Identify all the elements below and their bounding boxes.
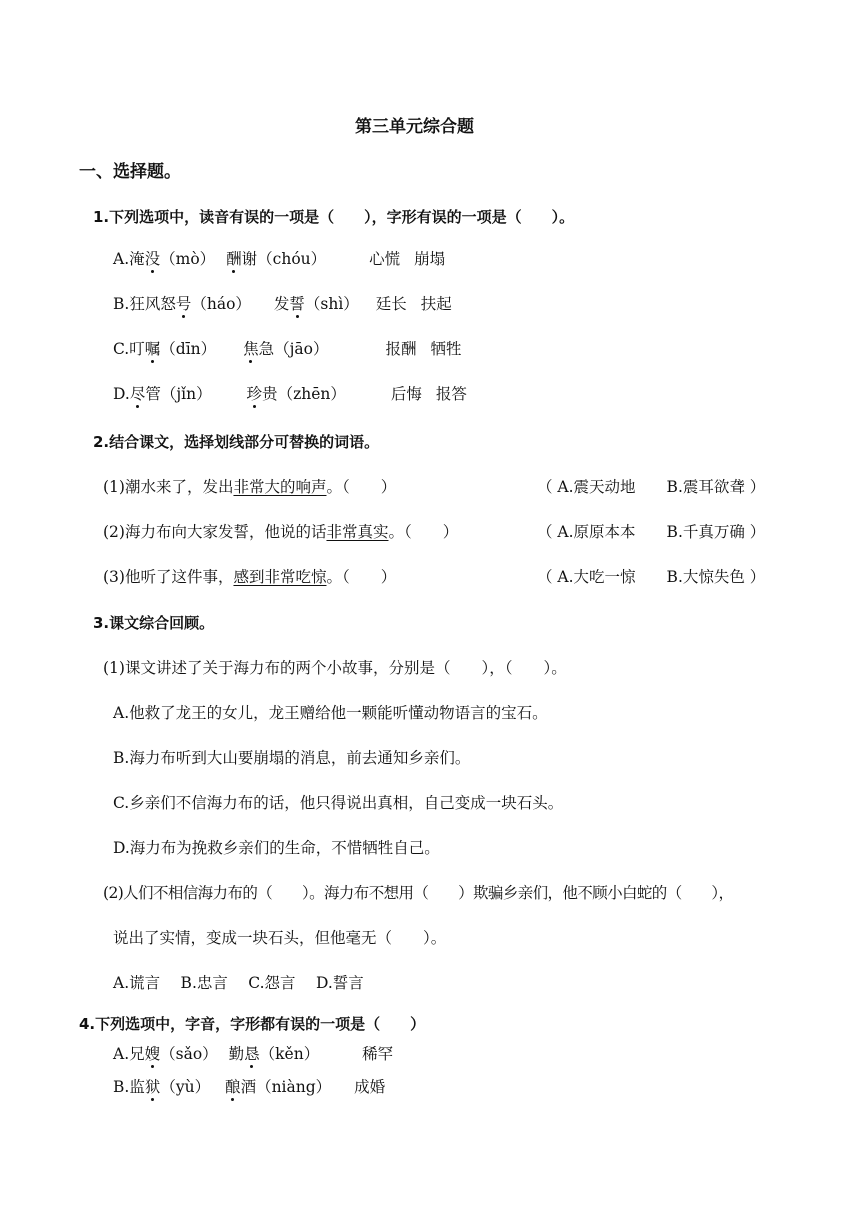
q3-option-b: B.海力布听到大山要崩塌的消息，前去通知乡亲们。 xyxy=(113,749,471,767)
word-text: 报答 xyxy=(435,385,467,403)
pinyin: （shì） xyxy=(304,295,359,313)
word-text: 后悔 xyxy=(390,385,422,403)
pinyin: （zhēn） xyxy=(277,385,346,403)
answer-blank: 。（ ） xyxy=(388,523,459,541)
word-text: 稀罕 xyxy=(362,1045,394,1063)
dotted-char: 恳 xyxy=(244,1045,260,1063)
dotted-char: 焦 xyxy=(243,340,259,358)
word-text: 淹 xyxy=(129,250,145,268)
pinyin: （niàng） xyxy=(256,1078,332,1096)
q3-option-d: D.海力布为挽救乡亲们的生命，不惜牺牲自己。 xyxy=(113,839,440,857)
option-letter: B. xyxy=(113,1078,130,1096)
pinyin: （sǎo） xyxy=(160,1045,218,1063)
underlined-phrase: 非常大的响声 xyxy=(233,478,327,496)
pinyin: （jǐn） xyxy=(160,385,212,403)
q2-item-2 xyxy=(103,521,458,543)
dotted-char: 狱 xyxy=(144,1078,161,1096)
word-text: 牺牲 xyxy=(430,340,462,358)
option-letter: A. xyxy=(113,1045,130,1063)
page-title: 第三单元综合题 xyxy=(355,117,474,137)
word-text: 扶起 xyxy=(420,295,452,313)
q2-item-1 xyxy=(103,476,396,498)
pinyin: （kěn） xyxy=(259,1045,320,1063)
answer-blank: 。（ ） xyxy=(326,478,397,496)
q3-part-2: (2)人们不相信海力布的（ ）。海力布不想用（ ）欺骗乡亲们，他不顾小白蛇的（ ）， xyxy=(103,884,734,902)
word-text: 狂风怒 xyxy=(129,295,176,313)
dotted-char: 尽 xyxy=(129,385,146,403)
section-heading: 一、选择题。 xyxy=(79,162,181,182)
answer-blank: 。（ ） xyxy=(326,568,397,586)
q3-part-1: (1)课文讲述了关于海力布的两个小故事，分别是（ ），（ ）。 xyxy=(103,659,567,677)
item-text: (3)他听了这件事， xyxy=(103,568,234,586)
dotted-char: 珍 xyxy=(246,385,263,403)
dotted-char: 没 xyxy=(144,250,161,268)
word-text: 勤 xyxy=(228,1045,245,1063)
option-letter: D. xyxy=(113,385,130,403)
pinyin: （háo） xyxy=(191,295,251,313)
word-text: 发 xyxy=(273,295,290,313)
option-letter: B. xyxy=(113,295,130,313)
word-text: 管 xyxy=(145,385,161,403)
q4-option-a xyxy=(113,1043,393,1065)
option-letter: A. xyxy=(113,250,130,268)
question-1-stem: 1.下列选项中，读音有误的一项是（ ），字形有误的一项是（ ）。 xyxy=(93,208,575,226)
question-2-stem: 2.结合课文，选择划线部分可替换的词语。 xyxy=(93,433,380,451)
dotted-char: 号 xyxy=(175,295,192,313)
word-text: 兄 xyxy=(129,1045,145,1063)
word-text: 心慌 xyxy=(369,250,401,268)
word-text: 崩塌 xyxy=(414,250,446,268)
word-text: 叮 xyxy=(129,340,145,358)
pinyin: （dīn） xyxy=(160,340,217,358)
underlined-phrase: 非常真实 xyxy=(326,523,389,541)
q1-option-d xyxy=(113,383,467,405)
q3-option-a: A.他救了龙王的女儿，龙王赠给他一颗能听懂动物语言的宝石。 xyxy=(113,704,548,722)
word-text: 监 xyxy=(129,1078,145,1096)
question-4-stem: 4.下列选项中，字音，字形都有误的一项是（ ） xyxy=(79,1015,426,1033)
pinyin: （mò） xyxy=(160,250,216,268)
q2-item-1-options: （ A.震天动地 B.震耳欲聋 ） xyxy=(537,478,766,496)
word-text: 酒 xyxy=(240,1078,257,1096)
pinyin: （chóu） xyxy=(257,250,327,268)
q2-item-3-options: （ A.大吃一惊 B.大惊失色 ） xyxy=(537,568,766,586)
dotted-char: 酿 xyxy=(225,1078,241,1096)
pinyin: （jāo） xyxy=(274,340,329,358)
q3-part-2-continued: 说出了实情，变成一块石头，但他毫无（ ）。 xyxy=(113,929,447,947)
q3-part-2-options: A.谎言 B.忠言 C.怨言 D.誓言 xyxy=(113,974,364,992)
word-text: 谢 xyxy=(241,250,258,268)
q4-option-b xyxy=(113,1076,385,1098)
q1-option-c xyxy=(113,338,461,360)
underlined-phrase: 感到非常吃惊 xyxy=(233,568,327,586)
item-text: (2)海力布向大家发誓，他说的话 xyxy=(103,523,327,541)
word-text: 报酬 xyxy=(385,340,417,358)
word-text: 廷长 xyxy=(375,295,407,313)
dotted-char: 誓 xyxy=(289,295,305,313)
dotted-char: 嘱 xyxy=(144,340,161,358)
q2-item-3 xyxy=(103,566,396,588)
q2-item-2-options: （ A.原原本本 B.千真万确 ） xyxy=(537,523,766,541)
option-letter: C. xyxy=(113,340,130,358)
q1-option-b xyxy=(113,293,452,315)
word-text: 急 xyxy=(258,340,275,358)
item-text: (1)潮水来了，发出 xyxy=(103,478,234,496)
question-3-stem: 3.课文综合回顾。 xyxy=(93,614,215,632)
word-text: 贵 xyxy=(262,385,278,403)
q3-option-c: C.乡亲们不信海力布的话，他只得说出真相，自己变成一块石头。 xyxy=(113,794,564,812)
dotted-char: 嫂 xyxy=(144,1045,161,1063)
pinyin: （yù） xyxy=(160,1078,211,1096)
word-text: 成婚 xyxy=(354,1078,386,1096)
q1-option-a xyxy=(113,248,445,270)
dotted-char: 酬 xyxy=(226,250,242,268)
